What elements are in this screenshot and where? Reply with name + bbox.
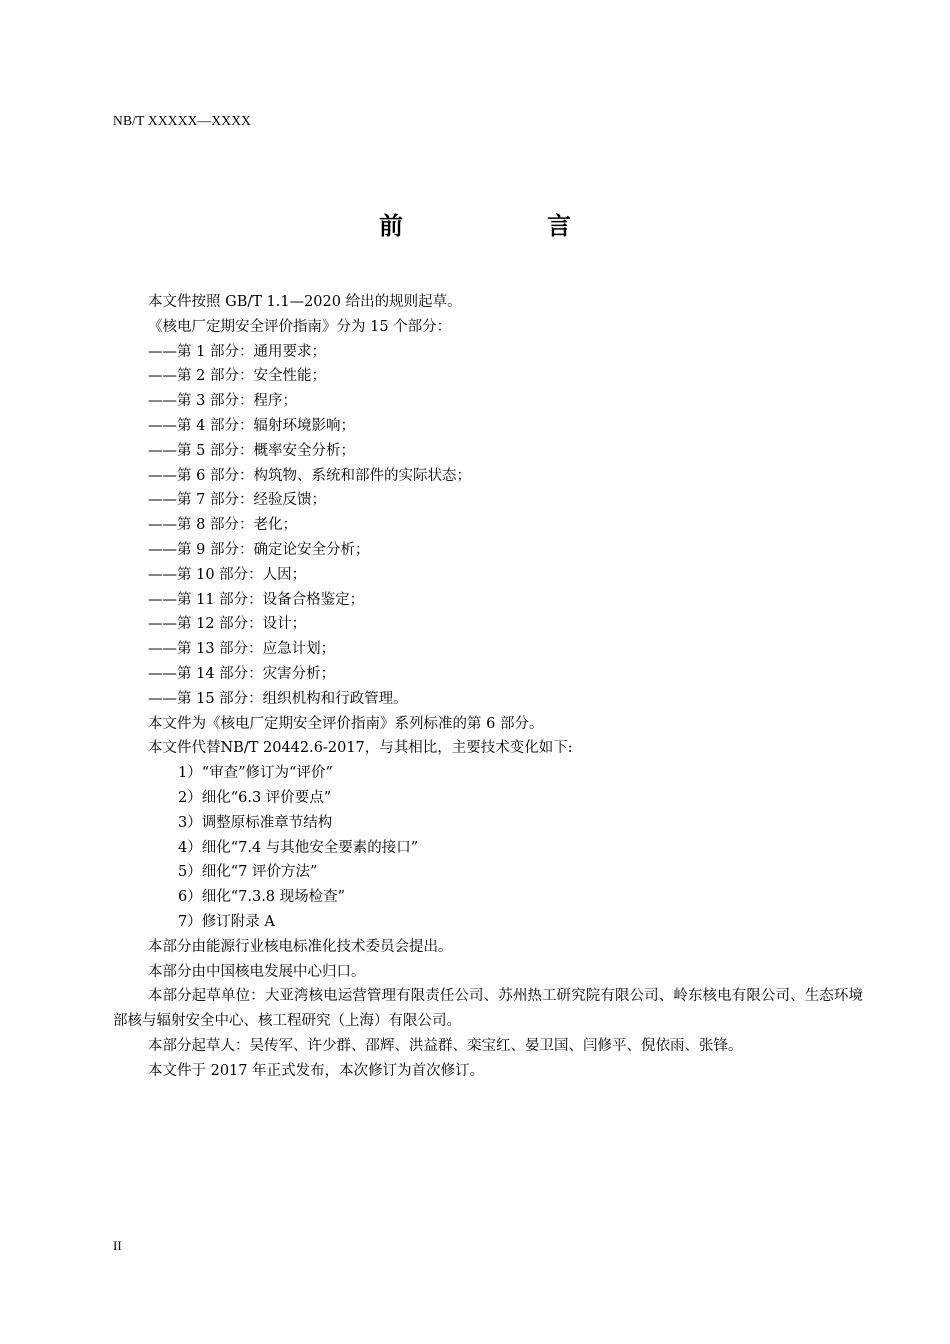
paragraph-drafting-units: 本部分起草单位：大亚湾核电运营管理有限责任公司、苏州热工研究院有限公司、岭东核电有限公司、生态环境部核与辐射安全中心、核工程研究（上海）有限公司。 xyxy=(113,988,863,1030)
paragraph-parts-intro: 《核电厂定期安全评价指南》分为 15 个部分： xyxy=(148,318,452,335)
page-number: II xyxy=(113,1238,122,1253)
list-item-part: ——第 14 部分：灾害分析； xyxy=(148,665,336,682)
list-item-part: ——第 3 部分：程序； xyxy=(148,393,297,410)
list-item-part: ——第 4 部分：辐射环境影响； xyxy=(148,417,355,434)
page-title: 前 言 xyxy=(379,212,631,240)
list-item-part: ——第 9 部分：确定论安全分析； xyxy=(148,541,370,558)
paragraph-revision-history: 本文件于 2017 年正式发布，本次修订为首次修订。 xyxy=(148,1062,485,1079)
list-item-part: ——第 8 部分：老化； xyxy=(148,517,297,534)
list-item-part: ——第 11 部分：设备合格鉴定； xyxy=(148,591,365,608)
list-item-change: 1）“审查”修订为“评价” xyxy=(178,765,333,782)
paragraph-drafters: 本部分起草人：吴传军、许少群、邵辉、洪益群、栾宝红、晏卫国、闫修平、倪依雨、张锋。 xyxy=(148,1037,743,1054)
list-item-part: ——第 12 部分：设计； xyxy=(148,616,307,633)
paragraph-series-statement: 本文件为《核电厂定期安全评价指南》系列标准的第 6 部分。 xyxy=(148,715,544,732)
list-item-change: 5）细化“7 评价方法” xyxy=(178,864,318,881)
list-item-part: ——第 7 部分：经验反馈； xyxy=(148,492,326,509)
foreword-body xyxy=(113,290,863,1084)
list-item-part: ——第 2 部分：安全性能； xyxy=(148,368,326,385)
list-item-part: ——第 15 部分：组织机构和行政管理。 xyxy=(148,690,408,707)
paragraph-drafting-rules: 本文件按照 GB/T 1.1—2020 给出的规则起草。 xyxy=(148,294,462,310)
paragraph-administrator: 本部分由中国核电发展中心归口。 xyxy=(148,963,366,980)
list-item-part: ——第 13 部分：应急计划； xyxy=(148,641,336,658)
list-item-change: 4）细化“7.4 与其他安全要素的接口” xyxy=(178,839,419,856)
standard-code: NB/T XXXXX—XXXX xyxy=(113,113,252,128)
list-item-part: ——第 6 部分：构筑物、系统和部件的实际状态； xyxy=(148,467,471,484)
list-item-change: 7）修订附录 A xyxy=(178,913,275,930)
paragraph-proposer: 本部分由能源行业核电标准化技术委员会提出。 xyxy=(148,938,453,955)
list-item-part: ——第 10 部分：人因； xyxy=(148,566,307,583)
list-item-part: ——第 1 部分：通用要求； xyxy=(148,343,326,360)
list-item-part: ——第 5 部分：概率安全分析； xyxy=(148,442,355,459)
list-item-change: 6）细化“7.3.8 现场检查” xyxy=(178,889,346,906)
list-item-change: 2）细化“6.3 评价要点” xyxy=(178,789,332,806)
paragraph-replacement: 本文件代替NB/T 20442.6-2017，与其相比，主要技术变化如下: xyxy=(148,740,573,757)
list-item-change: 3）调整原标准章节结构 xyxy=(178,814,333,831)
